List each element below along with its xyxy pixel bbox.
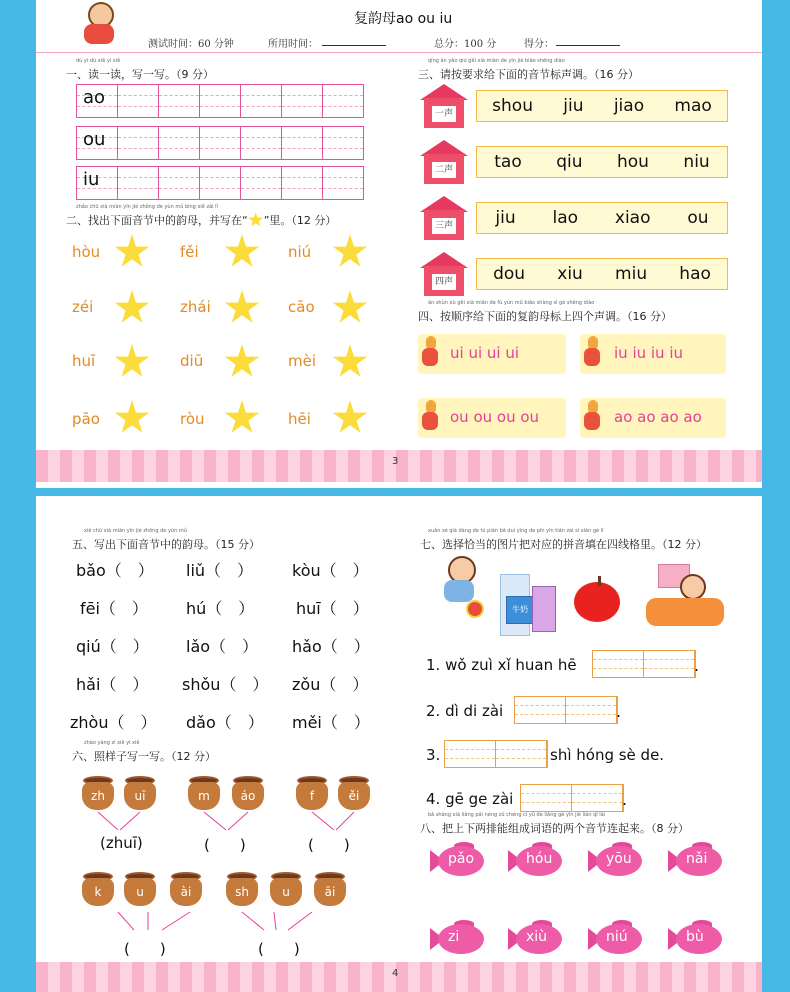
question-4: 4. gē ge zài	[426, 790, 514, 808]
period: .	[616, 702, 622, 721]
giraffe-icon	[582, 336, 604, 370]
sec5-pinyin: xiě chū xià miàn yīn jié zhōng de yùn mǔ	[84, 528, 187, 534]
tone-box-text: iu iu iu iu	[614, 344, 684, 362]
star-answer-box[interactable]	[332, 344, 368, 380]
syllable-item[interactable]: měi（ ）	[292, 713, 370, 732]
tone-box-text: ui ui ui ui	[450, 344, 520, 362]
pot	[170, 872, 202, 906]
sec7-pinyin: xuǎn zé qià dàng de tú piàn bǎ duì yìng de pīn yīn tián zài sì xiàn gé lǐ	[428, 528, 604, 534]
worksheet-page-3	[36, 0, 762, 488]
apple-picture[interactable]	[574, 576, 622, 622]
page-footer	[36, 450, 762, 482]
tone-house-2	[420, 140, 468, 184]
syllable-item[interactable]: liǔ（ ）	[186, 561, 254, 580]
time-used-blank[interactable]	[322, 45, 386, 46]
tone-syllable[interactable]: hou	[616, 152, 649, 172]
fish-bottom[interactable]	[430, 920, 490, 958]
fish-top[interactable]	[588, 842, 648, 880]
syllable: ròu	[180, 410, 205, 428]
tone-box-ao[interactable]	[580, 398, 726, 438]
pot-text: áo	[232, 782, 264, 810]
syllable-item[interactable]: zhòu（ ）	[70, 713, 157, 732]
fish-label: yōu	[606, 851, 632, 867]
total-score: 总分：100 分	[434, 39, 497, 50]
giraffe-icon	[582, 400, 604, 434]
star-answer-box[interactable]	[224, 234, 260, 270]
time-used-label: 所用时间：	[268, 39, 318, 50]
answer-grid-q4[interactable]	[520, 784, 624, 812]
sec4-pinyin: àn shùn xù gěi xià miàn de fù yùn mǔ biāo shàng sì gè shēng diào	[428, 300, 595, 306]
answer-grid-q2[interactable]	[514, 696, 618, 724]
page-footer	[36, 962, 762, 992]
tone-syllable[interactable]: mao	[674, 96, 712, 116]
pot-text: k	[82, 878, 114, 906]
tone-box-text: ou ou ou ou	[450, 408, 540, 426]
tone-house-1	[420, 84, 468, 128]
pot-text: ài	[170, 878, 202, 906]
worksheet-page-4	[36, 496, 762, 992]
answer-blank[interactable]: ( )	[308, 836, 350, 854]
sec1-title: 一、读一读，写一写。（9 分）	[66, 68, 214, 81]
answer-example: (zhuī)	[100, 834, 143, 852]
tone-box-iu[interactable]	[580, 334, 726, 374]
milk-picture[interactable]	[496, 566, 556, 636]
question-2: 2. dì di zài	[426, 702, 504, 720]
tone-syllable[interactable]: tao	[494, 152, 522, 172]
tone-box-ou[interactable]	[418, 398, 566, 438]
pot-text: āi	[314, 878, 346, 906]
tone-syllable[interactable]: miu	[615, 264, 648, 284]
milk-label: 牛奶	[506, 596, 534, 624]
tone-syllable[interactable]: xiao	[614, 208, 651, 228]
star-answer-box[interactable]	[332, 400, 368, 436]
fish-label: niú	[606, 929, 628, 945]
star-answer-box[interactable]	[224, 290, 260, 326]
star-answer-box[interactable]	[224, 400, 260, 436]
question-1: 1. wǒ zuì xǐ huan hē	[426, 656, 577, 674]
syllable: hēi	[288, 410, 311, 428]
sec6-pinyin: zhào yàng zi xiě yi xiě	[84, 740, 140, 746]
syllable: mèi	[288, 352, 317, 370]
syllable: pāo	[72, 410, 100, 428]
fish-label: nǎi	[686, 851, 708, 867]
pot-text: sh	[226, 878, 258, 906]
pot	[314, 872, 346, 906]
syllable-item[interactable]: huī（ ）	[296, 599, 369, 618]
tone-syllable[interactable]: xiu	[557, 264, 583, 284]
answer-blank[interactable]: ( )	[258, 940, 300, 958]
pot-text: u	[270, 878, 302, 906]
sec3-title: 三、请按要求给下面的音节标声调。（16 分）	[418, 68, 639, 81]
syllable-item[interactable]: shǒu（ ）	[182, 675, 269, 694]
syllable-item[interactable]: kòu（ ）	[292, 561, 369, 580]
tone-label: 四声	[432, 274, 456, 290]
sec8-pinyin: bǎ shàng xià liǎng pái néng zǔ chéng cí yǔ de liǎng gè yīn jié lián qǐ lái	[428, 812, 606, 818]
grid-example-ou: ou	[83, 129, 106, 150]
star-answer-box[interactable]	[114, 400, 150, 436]
syllable: zhái	[180, 298, 211, 316]
pot	[82, 872, 114, 906]
writing-grid-ou[interactable]	[76, 126, 364, 160]
tone-syllable[interactable]: jiu	[495, 208, 516, 228]
syllable: zéi	[72, 298, 94, 316]
tone-syllable[interactable]: niu	[683, 152, 710, 172]
syllable: fěi	[180, 243, 199, 261]
tone-syllable[interactable]: hao	[679, 264, 711, 284]
pot	[124, 872, 156, 906]
grid-example-ao: ao	[83, 87, 106, 108]
fish-label: zi	[448, 929, 460, 945]
score-blank[interactable]	[556, 45, 620, 46]
pot-text: ěi	[338, 782, 370, 810]
tone-box-ui[interactable]	[418, 334, 566, 374]
tone-box-text: ao ao ao ao	[614, 408, 702, 426]
answer-grid-q1[interactable]	[592, 650, 696, 678]
page-title: 复韵母ao ou iu	[354, 11, 453, 27]
star-answer-box[interactable]	[332, 290, 368, 326]
pot-text: zh	[82, 782, 114, 810]
boy-playing-ball-picture[interactable]	[434, 554, 488, 616]
sec2-pinyin: zhǎo chū xià miàn yīn jié zhōng de yùn mǔ bìng xiě zài lǐ	[76, 204, 218, 210]
sec5-title: 五、写出下面音节中的韵母。（15 分）	[72, 538, 260, 551]
fish-label: xiù	[526, 929, 548, 945]
pot	[226, 872, 258, 906]
fish-top[interactable]	[430, 842, 490, 880]
answer-grid-q3[interactable]	[444, 740, 548, 768]
page-number: 4	[392, 968, 399, 979]
fish-label: hóu	[526, 851, 553, 867]
sec7-title: 七、选择恰当的图片把对应的拼音填在四线格里。（12 分）	[420, 538, 707, 551]
pot	[270, 872, 302, 906]
syllable: hòu	[72, 243, 101, 261]
period: .	[622, 790, 628, 809]
star-answer-box[interactable]	[114, 344, 150, 380]
fish-label: pǎo	[448, 851, 475, 867]
answer-blank[interactable]: ( )	[204, 836, 246, 854]
tone-syllable[interactable]: ou	[687, 208, 709, 228]
tone-row-2	[476, 146, 728, 178]
syllable-item[interactable]: hǎi（ ）	[76, 675, 149, 694]
sec6-title: 六、照样子写一写。（12 分）	[72, 750, 216, 763]
syllable: diū	[180, 352, 204, 370]
syllable-item[interactable]: hú（ ）	[186, 599, 255, 618]
page-number: 3	[392, 456, 399, 467]
answer-blank[interactable]: ( )	[124, 940, 166, 958]
period: .	[694, 656, 700, 675]
syllable: cāo	[288, 298, 315, 316]
header-divider	[36, 52, 762, 53]
star-answer-box[interactable]	[332, 234, 368, 270]
fish-label: bù	[686, 929, 704, 945]
tone-row-4	[476, 258, 728, 290]
syllable-item[interactable]: lǎo（ ）	[186, 637, 259, 656]
syllable-item[interactable]: zǒu（ ）	[292, 675, 369, 694]
boy-mascot	[78, 2, 122, 48]
writing-grid-iu[interactable]	[76, 166, 364, 200]
tone-row-3	[476, 202, 728, 234]
tone-house-4	[420, 252, 468, 296]
syllable: huī	[72, 352, 96, 370]
question-3-text: shì hóng sè de.	[550, 746, 665, 764]
tone-syllable[interactable]: jiao	[613, 96, 645, 116]
tone-syllable[interactable]: qiu	[556, 152, 583, 172]
tone-syllable[interactable]: shou	[492, 96, 533, 116]
sec4-title: 四、按顺序给下面的复韵母标上四个声调。（16 分）	[418, 310, 672, 323]
tone-syllable[interactable]: dou	[493, 264, 526, 284]
tone-row-1	[476, 90, 728, 122]
tone-syllable[interactable]: lao	[552, 208, 579, 228]
fish-top[interactable]	[508, 842, 568, 880]
tone-label: 二声	[432, 162, 456, 178]
star-icon	[248, 212, 264, 228]
fish-bottom[interactable]	[508, 920, 568, 958]
syllable: niú	[288, 243, 312, 261]
syllable-item[interactable]: fēi（ ）	[80, 599, 148, 618]
sec3-pinyin: qǐng àn yāo qiú gěi xià miàn de yīn jié biāo shēng diào	[428, 58, 565, 64]
pot-text: f	[296, 782, 328, 810]
giraffe-icon	[420, 336, 442, 370]
pot-text: m	[188, 782, 220, 810]
syllable-item[interactable]: dǎo（ ）	[186, 713, 264, 732]
sec8-title: 八、把上下两排能组成词语的两个音节连起来。（8 分）	[420, 822, 689, 835]
pot-text: u	[124, 878, 156, 906]
sec1-pinyin: dú yi dú xiě yi xiě	[76, 58, 121, 64]
pot-text: uī	[124, 782, 156, 810]
syllable-item[interactable]: qiú（ ）	[76, 637, 149, 656]
sec2-title-a: 二、找出下面音节中的韵母，并写在“	[66, 214, 248, 227]
star-answer-box[interactable]	[224, 344, 260, 380]
test-time: 测试时间：60 分钟	[148, 39, 234, 50]
boy-sleeping-picture[interactable]	[640, 564, 726, 638]
syllable-item[interactable]: bǎo（ ）	[76, 561, 154, 580]
star-answer-box[interactable]	[114, 234, 150, 270]
syllable-item[interactable]: hǎo（ ）	[292, 637, 370, 656]
giraffe-icon	[420, 400, 442, 434]
score-label: 得分：	[524, 39, 554, 50]
fish-bottom[interactable]	[668, 920, 728, 958]
writing-grid-ao[interactable]	[76, 84, 364, 118]
tone-label: 一声	[432, 106, 456, 122]
star-answer-box[interactable]	[114, 290, 150, 326]
tone-label: 三声	[432, 218, 456, 234]
tone-syllable[interactable]: jiu	[563, 96, 584, 116]
fish-top[interactable]	[668, 842, 728, 880]
tone-house-3	[420, 196, 468, 240]
grid-example-iu: iu	[83, 169, 100, 190]
question-3-number: 3.	[426, 746, 441, 764]
fish-bottom[interactable]	[588, 920, 648, 958]
sec2-title-b: ”里。（12 分）	[263, 214, 337, 227]
sec2-title	[66, 212, 336, 228]
